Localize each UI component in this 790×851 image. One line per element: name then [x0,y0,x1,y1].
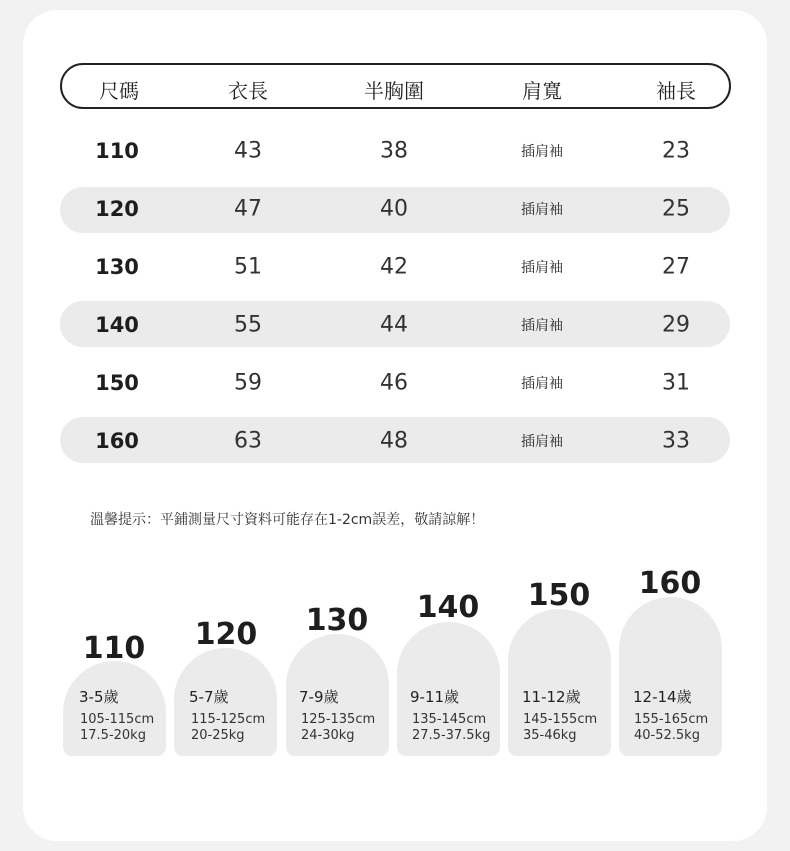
row-size: 150 [95,371,139,395]
row-sleeve: 29 [662,312,690,338]
row-chest: 42 [380,254,408,280]
row-shoulder: 插肩袖 [521,434,563,450]
measurement-note: 溫馨提示：平鋪測量尺寸資料可能存在1-2cm誤差，敬請諒解！ [90,512,485,528]
size-guide-age: 5-7歲 [189,688,229,706]
size-guide-height: 125-135cm [301,712,376,727]
row-shoulder: 插肩袖 [521,144,563,160]
row-shoulder: 插肩袖 [521,318,563,334]
header-chest: 半胸圍 [364,79,424,103]
size-guide-height: 155-165cm [634,712,709,727]
size-guide-age: 11-12歲 [522,688,581,706]
header-shoulder: 肩寬 [522,79,562,103]
row-length: 43 [234,138,262,164]
row-size: 140 [95,313,139,337]
size-guide-weight: 27.5-37.5kg [412,728,491,743]
size-guide-height: 115-125cm [191,712,266,727]
row-sleeve: 33 [662,428,690,454]
size-guide-age: 12-14歲 [633,688,692,706]
size-guide-size: 160 [638,566,702,601]
size-guide-measure [80,712,160,744]
header-length: 衣長 [228,79,268,103]
size-guide-size: 140 [416,590,480,625]
header-size: 尺碼 [99,79,139,103]
row-chest: 40 [380,196,408,222]
row-size: 110 [95,139,139,163]
size-guide-height: 145-155cm [523,712,598,727]
row-sleeve: 23 [662,138,690,164]
row-shoulder: 插肩袖 [521,202,563,218]
size-guide-height: 105-115cm [80,712,155,727]
size-guide-weight: 20-25kg [191,728,245,743]
size-guide-weight: 24-30kg [301,728,355,743]
row-length: 59 [234,370,262,396]
size-guide-measure [301,712,381,744]
size-guide-weight: 17.5-20kg [80,728,146,743]
row-shoulder: 插肩袖 [521,260,563,276]
size-guide-size: 150 [527,578,591,613]
row-size: 130 [95,255,139,279]
row-shoulder: 插肩袖 [521,376,563,392]
size-guide-size: 120 [194,617,258,652]
row-chest: 38 [380,138,408,164]
row-length: 63 [234,428,262,454]
size-guide-age: 7-9歲 [299,688,339,706]
size-guide-weight: 35-46kg [523,728,577,743]
row-length: 55 [234,312,262,338]
row-length: 51 [234,254,262,280]
row-chest: 48 [380,428,408,454]
size-guide-size: 110 [82,631,146,666]
size-guide-measure [523,712,603,744]
size-guide-age: 3-5歲 [79,688,119,706]
size-guide-age: 9-11歲 [410,688,460,706]
row-size: 120 [95,197,139,221]
row-sleeve: 25 [662,196,690,222]
size-guide-measure [191,712,271,744]
size-guide-height: 135-145cm [412,712,487,727]
size-guide-size: 130 [305,603,369,638]
row-sleeve: 31 [662,370,690,396]
size-guide-measure [634,712,714,744]
row-sleeve: 27 [662,254,690,280]
size-guide-weight: 40-52.5kg [634,728,700,743]
row-length: 47 [234,196,262,222]
row-chest: 46 [380,370,408,396]
size-guide-measure [412,712,492,744]
row-chest: 44 [380,312,408,338]
row-size: 160 [95,429,139,453]
header-sleeve: 袖長 [656,79,696,103]
